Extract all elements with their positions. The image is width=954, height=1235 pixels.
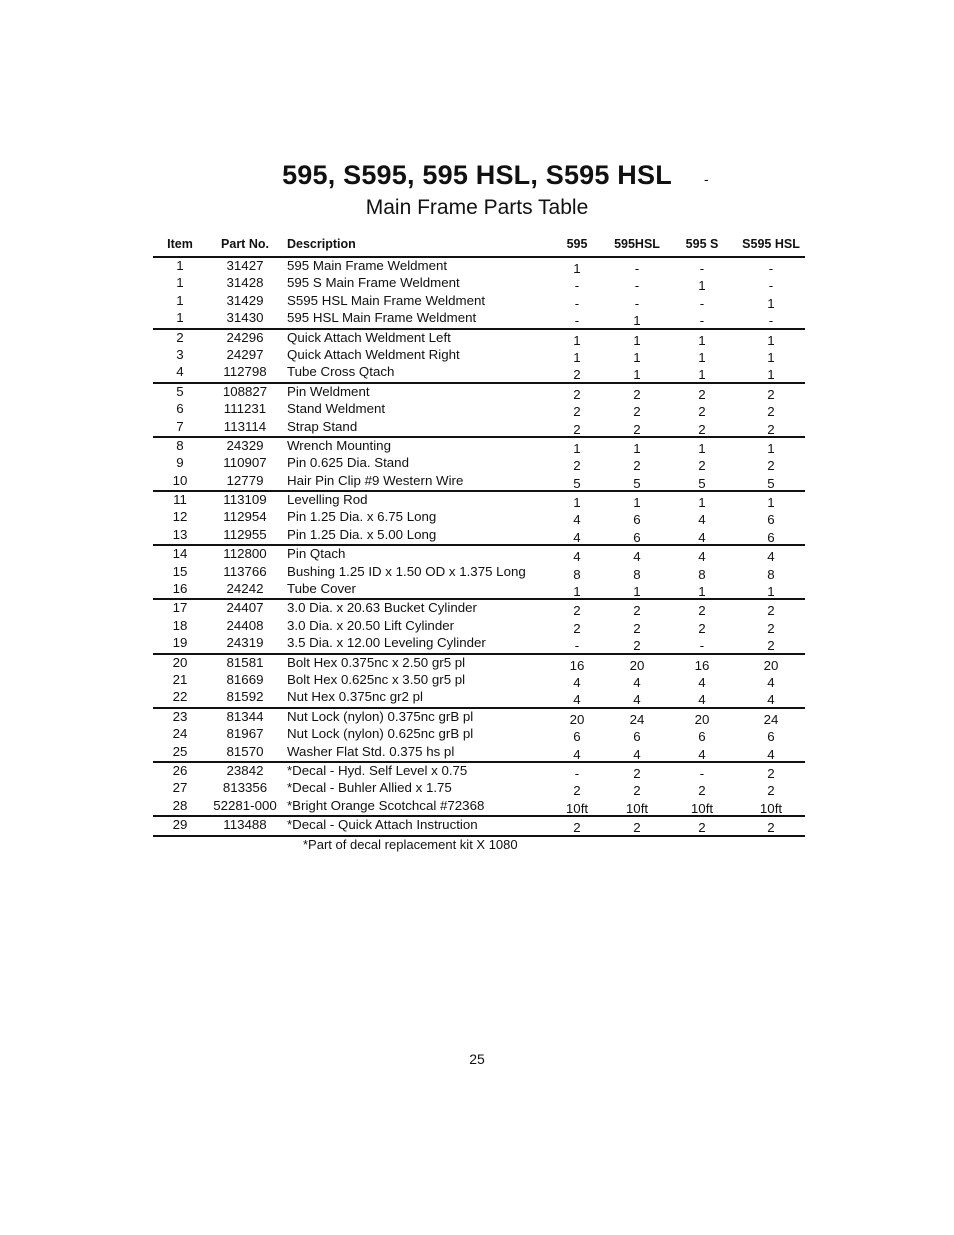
description-cell: 595 HSL Main Frame Weldment <box>287 310 477 326</box>
quantity-cell: 6 <box>767 529 775 545</box>
quantity-cell: 8 <box>573 566 581 582</box>
item-cell: 12 <box>172 509 188 525</box>
quantity-cell: 2 <box>633 638 641 654</box>
table-row <box>153 527 805 544</box>
header-595: 595 <box>566 237 588 251</box>
row-group <box>153 815 805 834</box>
item-cell: 8 <box>176 437 184 453</box>
quantity-cell: 4 <box>767 692 775 708</box>
part-no-cell: 112954 <box>223 509 267 525</box>
quantity-cell: 8 <box>767 566 775 582</box>
part-no-cell: 31428 <box>226 275 264 291</box>
item-cell: 1 <box>176 310 184 326</box>
description-cell: Hair Pin Clip #9 Western Wire <box>287 472 464 488</box>
quantity-cell: 1 <box>767 349 775 365</box>
row-group <box>153 256 805 328</box>
quantity-cell: 4 <box>573 692 581 708</box>
part-no-cell: 24297 <box>226 346 264 362</box>
item-cell: 18 <box>172 617 188 633</box>
quantity-cell: 20 <box>569 711 585 727</box>
description-cell: Bolt Hex 0.375nc x 2.50 gr5 pl <box>287 654 466 670</box>
quantity-cell: 6 <box>633 529 641 545</box>
description-cell: 595 S Main Frame Weldment <box>287 275 460 291</box>
quantity-cell: 1 <box>573 495 581 511</box>
table-row <box>153 763 805 780</box>
table-row <box>153 384 805 401</box>
quantity-cell: 2 <box>633 603 641 619</box>
item-cell: 7 <box>176 418 184 434</box>
part-no-cell: 113114 <box>223 418 267 434</box>
quantity-cell: 2 <box>573 458 581 474</box>
quantity-cell: 5 <box>573 475 581 491</box>
quantity-cell: 2 <box>767 386 775 402</box>
table-row <box>153 564 805 581</box>
description-cell: Tube Cross Qtach <box>287 364 395 380</box>
table-header <box>153 234 805 256</box>
quantity-cell: 2 <box>633 783 641 799</box>
quantity-cell: 5 <box>698 475 706 491</box>
item-cell: 15 <box>172 563 188 579</box>
parts-table <box>153 234 805 837</box>
header-description: Description <box>287 237 356 251</box>
table-row <box>153 438 805 455</box>
quantity-cell: 2 <box>767 620 775 636</box>
description-cell: S595 HSL Main Frame Weldment <box>287 292 486 308</box>
table-row <box>153 364 805 381</box>
row-group <box>153 598 805 652</box>
quantity-cell: 2 <box>767 638 775 654</box>
quantity-cell: 8 <box>633 566 641 582</box>
quantity-cell: 4 <box>698 512 706 528</box>
quantity-cell: 2 <box>633 404 641 420</box>
part-no-cell: 24242 <box>226 581 264 597</box>
quantity-cell: 2 <box>633 620 641 636</box>
quantity-cell: 4 <box>573 512 581 528</box>
description-cell: Pin Qtach <box>287 546 346 562</box>
quantity-cell: 5 <box>633 475 641 491</box>
quantity-cell: 4 <box>767 549 775 565</box>
item-cell: 11 <box>173 492 187 508</box>
part-no-cell: 108827 <box>222 383 268 399</box>
quantity-cell: 20 <box>629 657 645 673</box>
quantity-cell: 1 <box>633 440 641 456</box>
quantity-cell: 4 <box>698 529 706 545</box>
table-row <box>153 798 805 815</box>
table-row <box>153 600 805 617</box>
header-595hsl: 595HSL <box>614 237 660 251</box>
quantity-cell: 2 <box>573 404 581 420</box>
item-cell: 26 <box>172 762 188 778</box>
quantity-cell: 2 <box>767 820 775 836</box>
table-row <box>153 817 805 834</box>
part-no-cell: 24319 <box>226 635 264 651</box>
description-cell: Pin 1.25 Dia. x 6.75 Long <box>287 509 437 525</box>
table-body <box>153 256 805 835</box>
row-group <box>153 436 805 490</box>
quantity-cell: 4 <box>573 549 581 565</box>
description-cell: Washer Flat Std. 0.375 hs pl <box>287 743 455 759</box>
part-no-cell: 81669 <box>226 671 264 687</box>
part-no-cell: 24296 <box>226 329 264 345</box>
part-no-cell: 31427 <box>226 258 264 273</box>
description-cell: *Decal - Hyd. Self Level x 0.75 <box>287 762 468 778</box>
quantity-cell: 6 <box>633 729 641 745</box>
quantity-cell: 4 <box>573 674 581 690</box>
quantity-cell: 2 <box>698 421 706 437</box>
quantity-cell: 1 <box>573 584 581 600</box>
description-cell: Nut Lock (nylon) 0.375nc grB pl <box>287 708 474 724</box>
item-cell: 3 <box>176 346 184 362</box>
quantity-cell: 4 <box>633 674 641 690</box>
quantity-cell: 24 <box>629 711 645 727</box>
quantity-cell: 2 <box>573 820 581 836</box>
table-row <box>153 401 805 418</box>
part-no-cell: 111231 <box>223 401 267 417</box>
quantity-cell: 2 <box>633 820 641 836</box>
part-no-cell: 81344 <box>226 708 264 724</box>
table-row <box>153 310 805 327</box>
description-cell: *Bright Orange Scotchcal #72368 <box>287 797 485 813</box>
quantity-cell: 2 <box>633 386 641 402</box>
footnote: *Part of decal replacement kit X 1080 <box>303 837 518 852</box>
quantity-cell: 4 <box>573 746 581 762</box>
part-no-cell: 24408 <box>226 617 264 633</box>
table-row <box>153 655 805 672</box>
table-row <box>153 275 805 292</box>
quantity-cell: 2 <box>767 421 775 437</box>
quantity-cell: 10ft <box>565 800 589 816</box>
table-row <box>153 780 805 797</box>
row-group <box>153 707 805 761</box>
quantity-cell: 16 <box>569 657 585 673</box>
table-row <box>153 726 805 743</box>
description-cell: 3.5 Dia. x 12.00 Leveling Cylinder <box>287 635 486 651</box>
quantity-cell: - <box>699 765 705 781</box>
part-no-cell: 31430 <box>226 310 264 326</box>
quantity-cell: 1 <box>633 584 641 600</box>
item-cell: 9 <box>176 455 184 471</box>
header-595s: 595 S <box>685 237 719 251</box>
quantity-cell: 4 <box>633 549 641 565</box>
quantity-cell: 2 <box>767 765 775 781</box>
table-row <box>153 709 805 726</box>
description-cell: Quick Attach Weldment Right <box>287 346 460 362</box>
header-part-no: Part No. <box>221 237 269 251</box>
item-cell: 28 <box>172 797 188 813</box>
table-row <box>153 581 805 598</box>
quantity-cell: - <box>574 765 580 781</box>
description-cell: Strap Stand <box>287 418 358 434</box>
quantity-cell: 1 <box>767 367 775 383</box>
quantity-cell: 1 <box>698 584 706 600</box>
quantity-cell: 24 <box>763 711 779 727</box>
part-no-cell: 23842 <box>226 762 264 778</box>
table-row <box>153 455 805 472</box>
item-cell: 5 <box>176 383 184 399</box>
part-no-cell: 113109 <box>223 492 267 508</box>
quantity-cell: 1 <box>573 349 581 365</box>
quantity-cell: 2 <box>573 783 581 799</box>
quantity-cell: 2 <box>698 783 706 799</box>
description-cell: Nut Lock (nylon) 0.625nc grB pl <box>287 726 474 742</box>
quantity-cell: 6 <box>767 729 775 745</box>
part-no-cell: 52281-000 <box>213 797 277 813</box>
description-cell: Quick Attach Weldment Left <box>287 329 451 345</box>
quantity-cell: 4 <box>698 692 706 708</box>
description-cell: Pin 0.625 Dia. Stand <box>287 455 409 471</box>
quantity-cell: - <box>574 313 580 329</box>
quantity-cell: 6 <box>767 512 775 528</box>
part-no-cell: 81592 <box>226 689 264 705</box>
quantity-cell: 4 <box>573 529 581 545</box>
table-row <box>153 492 805 509</box>
description-cell: 3.0 Dia. x 20.63 Bucket Cylinder <box>287 600 477 616</box>
quantity-cell: 20 <box>694 711 710 727</box>
part-no-cell: 24407 <box>226 600 264 616</box>
quantity-cell: 1 <box>767 295 775 311</box>
quantity-cell: - <box>634 295 640 311</box>
table-row <box>153 509 805 526</box>
quantity-cell: 4 <box>698 674 706 690</box>
part-no-cell: 24329 <box>226 437 264 453</box>
description-cell: Nut Hex 0.375nc gr2 pl <box>287 689 424 705</box>
quantity-cell: 1 <box>767 584 775 600</box>
quantity-cell: 1 <box>633 332 641 348</box>
description-cell: Pin 1.25 Dia. x 5.00 Long <box>287 526 437 542</box>
quantity-cell: 2 <box>633 458 641 474</box>
quantity-cell: 1 <box>698 349 706 365</box>
quantity-cell: - <box>574 295 580 311</box>
description-cell: Levelling Rod <box>287 492 368 508</box>
quantity-cell: - <box>768 278 774 294</box>
table-row <box>153 635 805 652</box>
header-item: Item <box>167 237 193 251</box>
part-no-cell: 113488 <box>223 817 267 833</box>
description-cell: 595 Main Frame Weldment <box>287 258 448 273</box>
quantity-cell: 1 <box>767 332 775 348</box>
quantity-cell: 4 <box>633 692 641 708</box>
part-no-cell: 81570 <box>226 743 264 759</box>
item-cell: 4 <box>176 364 184 380</box>
quantity-cell: 1 <box>698 332 706 348</box>
quantity-cell: 8 <box>698 566 706 582</box>
part-no-cell: 110907 <box>223 455 267 471</box>
description-cell: Wrench Mounting <box>287 437 391 453</box>
quantity-cell: 1 <box>698 440 706 456</box>
table-row <box>153 330 805 347</box>
table-row <box>153 744 805 761</box>
quantity-cell: 2 <box>573 421 581 437</box>
quantity-cell: 2 <box>698 620 706 636</box>
quantity-cell: 1 <box>698 367 706 383</box>
part-no-cell: 81967 <box>226 726 264 742</box>
item-cell: 25 <box>172 743 188 759</box>
quantity-cell: 1 <box>698 278 706 294</box>
quantity-cell: - <box>634 278 640 294</box>
quantity-cell: - <box>699 261 705 276</box>
part-no-cell: 112798 <box>223 364 267 380</box>
quantity-cell: 2 <box>633 765 641 781</box>
page-title: 595, S595, 595 HSL, S595 HSL <box>282 160 672 190</box>
item-cell: 1 <box>176 292 184 308</box>
quantity-cell: 5 <box>767 475 775 491</box>
quantity-cell: 20 <box>763 657 779 673</box>
quantity-cell: 1 <box>698 495 706 511</box>
quantity-cell: 2 <box>633 421 641 437</box>
table-row <box>153 672 805 689</box>
item-cell: 29 <box>172 817 188 833</box>
quantity-cell: 4 <box>698 746 706 762</box>
item-cell: 19 <box>172 635 188 651</box>
quantity-cell: 2 <box>573 367 581 383</box>
item-cell: 22 <box>172 689 188 705</box>
item-cell: 21 <box>172 671 188 687</box>
row-group <box>153 653 805 707</box>
quantity-cell: 4 <box>767 674 775 690</box>
part-no-cell: 81581 <box>226 654 264 670</box>
item-cell: 14 <box>172 546 188 562</box>
item-cell: 13 <box>172 526 188 542</box>
item-cell: 1 <box>176 275 184 291</box>
quantity-cell: 4 <box>698 549 706 565</box>
quantity-cell: 1 <box>573 332 581 348</box>
quantity-cell: 1 <box>573 440 581 456</box>
page-subtitle: Main Frame Parts Table <box>365 196 589 219</box>
description-cell: 3.0 Dia. x 20.50 Lift Cylinder <box>287 617 455 633</box>
header-s595hsl: S595 HSL <box>742 237 800 251</box>
quantity-cell: 1 <box>573 261 581 276</box>
row-group <box>153 382 805 436</box>
quantity-cell: 2 <box>767 458 775 474</box>
item-cell: 16 <box>172 581 188 597</box>
quantity-cell: 1 <box>633 349 641 365</box>
quantity-cell: 2 <box>698 458 706 474</box>
quantity-cell: 10ft <box>690 800 714 816</box>
quantity-cell: 6 <box>698 729 706 745</box>
description-cell: Bolt Hex 0.625nc x 3.50 gr5 pl <box>287 671 466 687</box>
quantity-cell: - <box>699 313 705 329</box>
row-group <box>153 544 805 598</box>
item-cell: 10 <box>172 472 188 488</box>
part-no-cell: 113766 <box>223 563 267 579</box>
quantity-cell: 2 <box>698 404 706 420</box>
part-no-cell: 112955 <box>223 526 267 542</box>
part-no-cell: 12779 <box>226 472 264 488</box>
table-row <box>153 258 805 275</box>
table-row <box>153 293 805 310</box>
quantity-cell: 2 <box>767 603 775 619</box>
quantity-cell: 4 <box>767 746 775 762</box>
quantity-cell: 2 <box>573 603 581 619</box>
description-cell: Stand Weldment <box>287 401 386 417</box>
title-mark: - <box>704 171 709 187</box>
table-row <box>153 419 805 436</box>
description-cell: Bushing 1.25 ID x 1.50 OD x 1.375 Long <box>287 563 526 579</box>
quantity-cell: - <box>699 295 705 311</box>
quantity-cell: 2 <box>573 620 581 636</box>
table-row <box>153 618 805 635</box>
quantity-cell: 2 <box>698 820 706 836</box>
quantity-cell: 1 <box>633 313 641 329</box>
quantity-cell: 2 <box>698 386 706 402</box>
quantity-cell: - <box>574 278 580 294</box>
quantity-cell: - <box>768 261 774 276</box>
quantity-cell: 2 <box>767 783 775 799</box>
row-group <box>153 761 805 815</box>
item-cell: 2 <box>176 329 184 345</box>
item-cell: 1 <box>176 258 184 273</box>
quantity-cell: 10ft <box>759 800 783 816</box>
quantity-cell: - <box>768 313 774 329</box>
quantity-cell: 10ft <box>625 800 649 816</box>
quantity-cell: 1 <box>767 440 775 456</box>
table-row <box>153 689 805 706</box>
quantity-cell: 1 <box>633 495 641 511</box>
quantity-cell: 2 <box>698 603 706 619</box>
row-group <box>153 490 805 544</box>
quantity-cell: - <box>699 638 705 654</box>
item-cell: 20 <box>172 654 188 670</box>
item-cell: 24 <box>172 726 188 742</box>
description-cell: *Decal - Buhler Allied x 1.75 <box>287 780 452 796</box>
part-no-cell: 31429 <box>226 292 264 308</box>
description-cell: Pin Weldment <box>287 383 370 399</box>
description-cell: Tube Cover <box>287 581 356 597</box>
part-no-cell: 813356 <box>222 780 268 796</box>
quantity-cell: - <box>634 261 640 276</box>
item-cell: 17 <box>172 600 188 616</box>
quantity-cell: 16 <box>694 657 710 673</box>
quantity-cell: 4 <box>633 746 641 762</box>
quantity-cell: 1 <box>767 495 775 511</box>
table-row <box>153 473 805 490</box>
quantity-cell: 2 <box>573 386 581 402</box>
table-row <box>153 347 805 364</box>
quantity-cell: 2 <box>767 404 775 420</box>
item-cell: 6 <box>176 401 184 417</box>
item-cell: 27 <box>172 780 188 796</box>
row-group <box>153 328 805 382</box>
quantity-cell: - <box>574 638 580 654</box>
quantity-cell: 6 <box>573 729 581 745</box>
description-cell: *Decal - Quick Attach Instruction <box>287 817 478 833</box>
page-number: 25 <box>469 1051 485 1067</box>
item-cell: 23 <box>172 708 188 724</box>
table-row <box>153 546 805 563</box>
quantity-cell: 1 <box>633 367 641 383</box>
part-no-cell: 112800 <box>223 546 267 562</box>
quantity-cell: 6 <box>633 512 641 528</box>
